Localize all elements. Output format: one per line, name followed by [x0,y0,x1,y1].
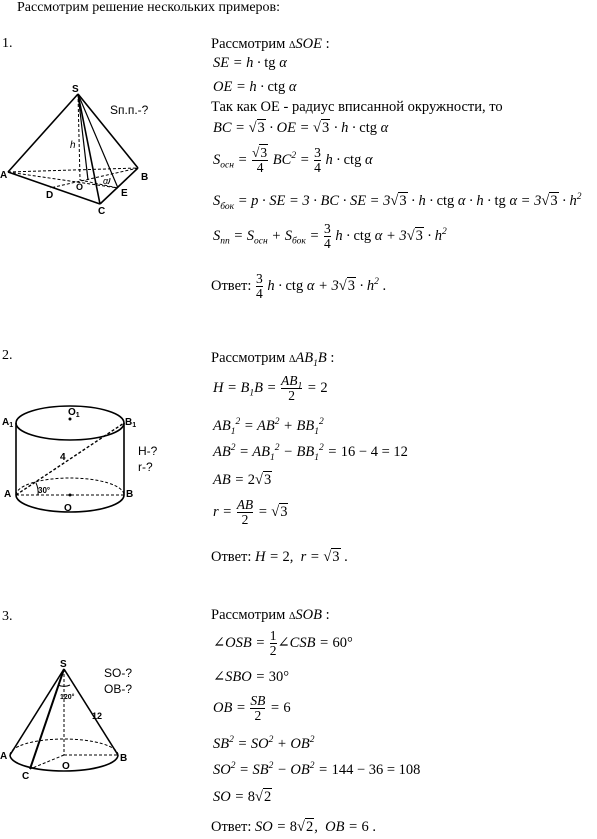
label-s: S [60,659,67,670]
question-so: SO-? [104,666,133,680]
label-b: B [126,489,134,500]
problem-1-number: 1. [2,36,13,51]
label-c: C [98,206,106,217]
eq-s-lateral: $S_{бок} = p$ · SE = 3 · BC · SE = 3√3 · h · ctg α · h · tg $\alpha = 3√3 \cdot h^2$ [213,192,582,212]
label-b1: $B_1$ [125,417,137,429]
eq-so-sq: $SO^2 = SB^2 - OB^2 = 144 - 36 = 108$ [213,761,421,778]
edge-sa [8,94,78,172]
eq-s-base: $S_{осн}$ = $\frac{√3}{4}$ $BC^2$ = $\frac{3}{4}$ h · ctg α [213,145,373,175]
label-d: D [46,190,54,201]
note-text: Так как OE - радиус вписанной окружности, то [211,99,503,115]
label-alpha: α [103,176,109,186]
label-length: 12 [92,711,103,721]
label-h: h [70,140,76,151]
eq-r: r = $\frac{AB}{2}$ = √3 [213,497,288,527]
label-b: B [141,172,149,183]
base-ac [8,172,100,204]
consider-line-1: Рассмотрим ΔSOE : [211,36,330,52]
eq-ab: AB = 2√3 [213,472,272,488]
label-angle: 30° [38,486,51,495]
eq-se: SE = h · tg α [213,55,287,71]
intro-text: Рассмотрим решение нескольких примеров: [17,0,281,15]
label-a: A [0,751,8,762]
eq-bc: BC = √3 · OE = √3 · h · ctg α [213,120,389,136]
label-s: S [72,84,79,95]
problem-3-number: 3. [2,609,13,624]
base-cb [100,168,138,204]
question-area: Sп.п.-? [110,103,149,117]
label-o: O [64,503,72,514]
consider-line-2: Рассмотрим $\Delta AB_1B$ : [211,350,335,369]
label-angle: 120° [60,694,75,701]
generatrix-sa [10,669,64,755]
question-ob: OB-? [104,682,133,696]
label-a1: $A_1$ [2,417,14,429]
label-o1: $O_1$ [68,407,80,419]
eq-h: $H = B_1B$ = $\frac{AB_1}{2}$ = 2 [213,373,328,403]
eq-sb-sq: $SB^2 = SO^2 + OB^2$ [213,735,315,752]
label-b: B [120,753,128,764]
label-length: 4 [60,452,66,463]
eq-oe: OE = h · ctg α [213,79,297,95]
question-r: r-? [138,460,153,474]
label-c: C [22,771,30,782]
eq-s-total: $S_{пп} = S_{осн} + S_{бок}$ = $\frac{3}{4}$ h · ctg $\alpha + 3√3 \cdot h^2$ [213,221,447,251]
label-o: O [62,761,70,772]
question-h: H-? [138,444,158,458]
problem-2-number: 2. [2,348,13,363]
label-e: E [121,188,128,199]
eq-ob: OB = $\frac{SB}{2}$ = 6 [213,693,291,723]
eq-ab-sq: $AB^2 = AB_1^2 - BB_1^2 = 16 - 4 = 12$ [213,443,408,463]
base-ab-dashed [8,168,138,172]
eq-so: SO = 8√2 [213,789,272,805]
label-o: O [76,182,84,192]
answer-3: Ответ: SO = 8√2, OB = 6 . [211,819,376,835]
pyramid-figure [0,80,175,220]
answer-1: Ответ: $\frac{3}{4}$ h · ctg $\alpha + 3√3 \cdot h^2$ . [211,271,387,301]
eq-ab1-sq: $AB_1^2 = AB^2 + BB_1^2$ [213,417,324,437]
label-a: A [0,170,8,181]
cone-figure [0,655,175,785]
consider-line-3: Рассмотрим ΔSOB : [211,607,330,623]
generatrix-sc [30,669,64,769]
bottom-back-arc [16,478,124,495]
eq-osb: ∠OSB = $\frac{1}{2}$ ∠CSB = 60° [213,628,353,658]
answer-2: Ответ: H = 2, r = √3 . [211,549,348,565]
cylinder-figure [0,395,175,525]
label-a: A [4,489,12,500]
eq-sbo: ∠SBO = 30° [213,669,290,685]
